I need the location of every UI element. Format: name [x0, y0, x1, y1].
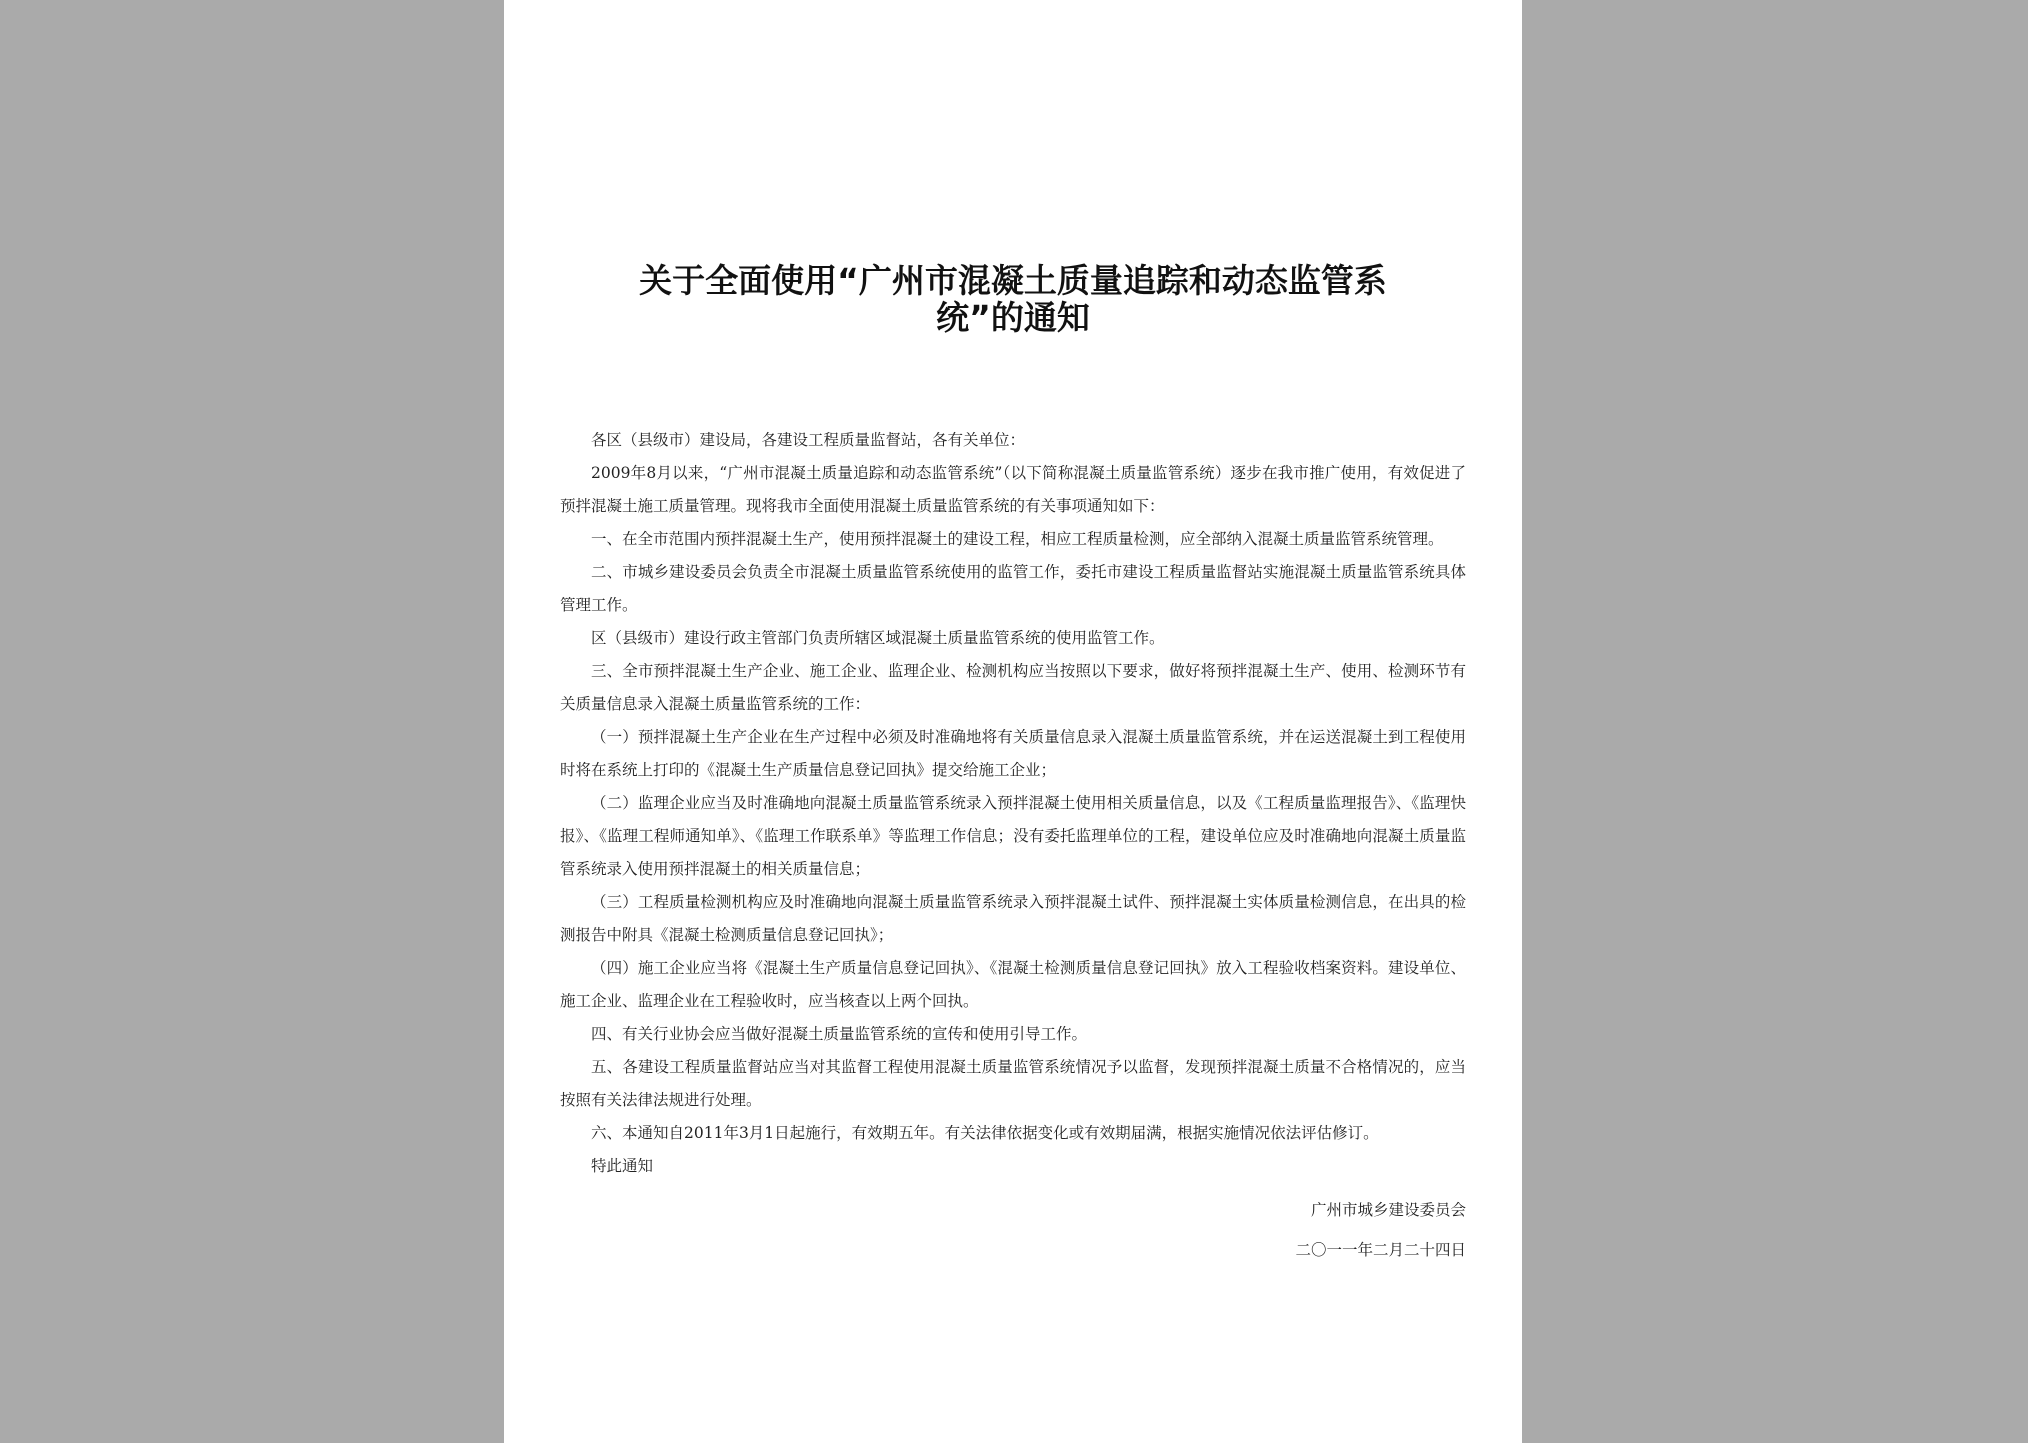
paragraph-item-5: 五、各建设工程质量监督站应当对其监督工程使用混凝土质量监管系统情况予以监督，发现预拌混凝土质量不合格情况的，应当按照有关法律法规进行处理。 [560, 1058, 1466, 1109]
paragraph-salutation: 各区（县级市）建设局，各建设工程质量监督站，各有关单位： [591, 431, 1026, 449]
document-body [560, 424, 1466, 1183]
paragraph-item-3-3: （三）工程质量检测机构应及时准确地向混凝土质量监管系统录入预拌混凝土试件、预拌混凝土实体质量检测信息，在出具的检测报告中附具《混凝土检测质量信息登记回执》； [560, 893, 1466, 944]
paragraph-item-1: 一、在全市范围内预拌混凝土生产，使用预拌混凝土的建设工程，相应工程质量检测，应全部纳入混凝土质量监管系统管理。 [591, 530, 1444, 548]
signature-block [560, 1190, 1466, 1270]
document-title [560, 0, 1466, 336]
paragraph-item-2: 二、市城乡建设委员会负责全市混凝土质量监管系统使用的监管工作，委托市建设工程质量监督站实施混凝土质量监管系统具体管理工作。 [560, 563, 1466, 614]
paragraph-item-3: 三、全市预拌混凝土生产企业、施工企业、监理企业、检测机构应当按照以下要求，做好将预拌混凝土生产、使用、检测环节有关质量信息录入混凝土质量监管系统的工作： [560, 662, 1466, 713]
paragraph-item-3-4: （四）施工企业应当将《混凝土生产质量信息登记回执》、《混凝土检测质量信息登记回执》放入工程验收档案资料。建设单位、施工企业、监理企业在工程验收时，应当核查以上两个回执。 [560, 959, 1466, 1010]
paragraph-item-4: 四、有关行业协会应当做好混凝土质量监管系统的宣传和使用引导工作。 [591, 1025, 1088, 1043]
paragraph-item-6: 六、本通知自2011年3月1日起施行，有效期五年。有关法律依据变化或有效期届满，根据实施情况依法评估修订。 [591, 1124, 1379, 1142]
title-line-1: 关于全面使用“广州市混凝土质量追踪和动态监管系 [639, 261, 1387, 300]
paragraph-item-3-1: （一）预拌混凝土生产企业在生产过程中必须及时准确地将有关质量信息录入混凝土质量监管系统，并在运送混凝土到工程使用时将在系统上打印的《混凝土生产质量信息登记回执》提交给施工企业； [560, 728, 1466, 779]
issuer-name: 广州市城乡建设委员会 [1310, 1201, 1466, 1219]
closing-text: 特此通知 [591, 1157, 654, 1175]
document-page [504, 0, 1522, 1443]
paragraph-item-3-2: （二）监理企业应当及时准确地向混凝土质量监管系统录入预拌混凝土使用相关质量信息，以及《工程质量监理报告》、《监理快报》、《监理工程师通知单》、《监理工作联系单》等监理工作信息；没有委托监理单位的工程，建设单位应及时准确地向混凝土质量监管系统录入使用预拌混凝土的相关质量信息； [560, 794, 1466, 878]
paragraph-intro: 2009年8月以来，“广州市混凝土质量追踪和动态监管系统”（以下简称混凝土质量监管系统）逐步在我市推广使用，有效促进了预拌混凝土施工质量管理。现将我市全面使用混凝土质量监管系统的有关事项通知如下： [560, 464, 1466, 515]
paragraph-item-2-district: 区（县级市）建设行政主管部门负责所辖区域混凝土质量监管系统的使用监管工作。 [591, 629, 1165, 647]
issue-date: 二〇一一年二月二十四日 [1295, 1241, 1466, 1259]
title-line-2: 统”的通知 [936, 298, 1090, 337]
